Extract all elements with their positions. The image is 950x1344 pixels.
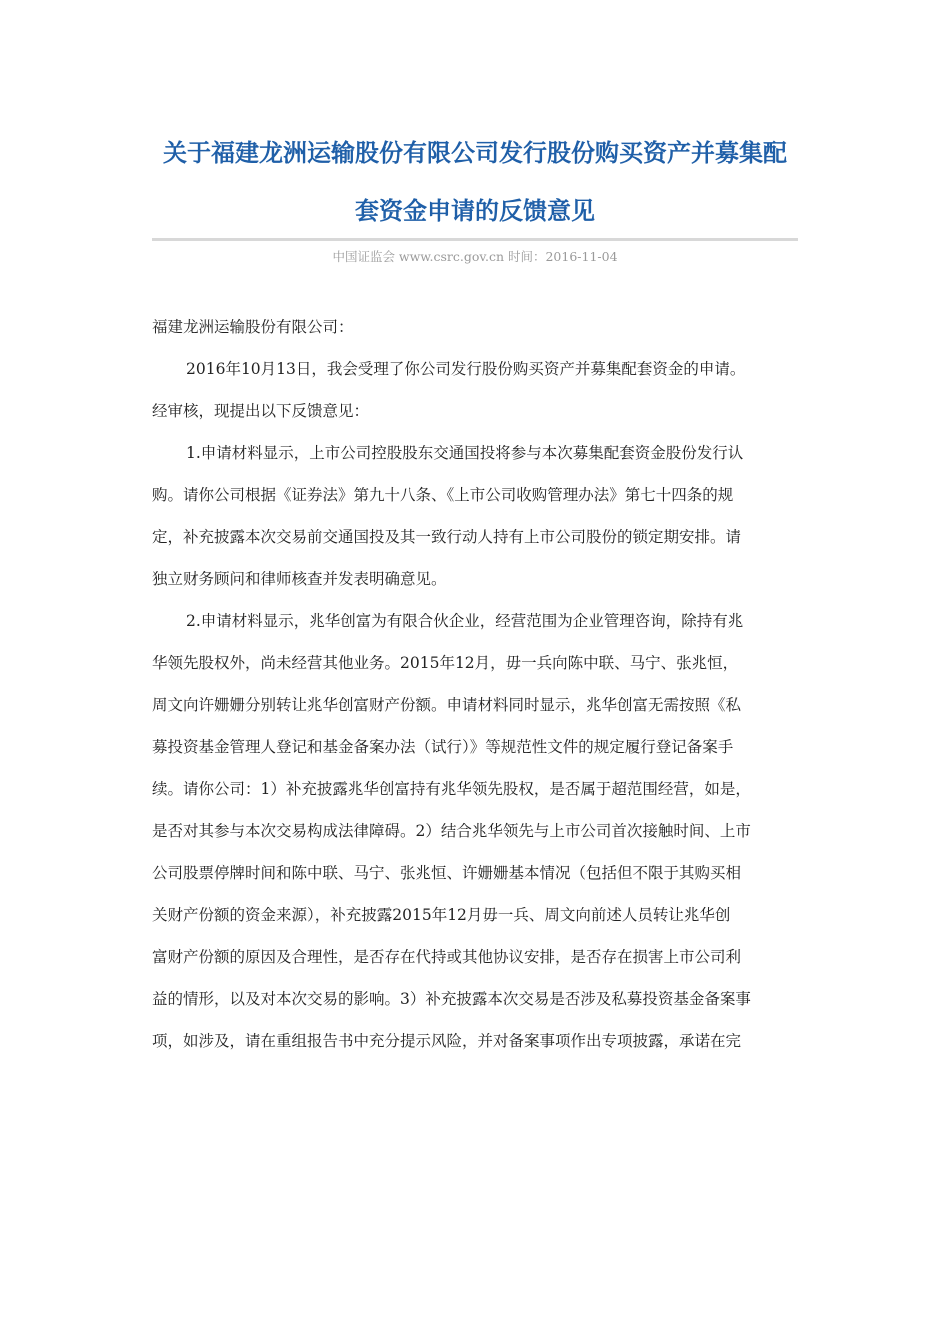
salutation [152, 306, 800, 348]
paragraph-line: 华领先股权外，尚未经营其他业务。2015年12月，毋一兵向陈中联、马宁、张兆恒， [152, 654, 739, 672]
paragraph-item-1 [152, 432, 800, 600]
paragraph-line: 经审核，现提出以下反馈意见： [152, 402, 370, 420]
paragraph-item-2 [152, 600, 800, 1062]
paragraph-line: 独立财务顾问和律师核查并发表明确意见。 [152, 570, 447, 588]
paragraph-line: 关财产份额的资金来源），补充披露2015年12月毋一兵、周文向前述人员转让兆华创 [152, 906, 731, 924]
paragraph-line: 周文向许姗姗分别转让兆华创富财产份额。申请材料同时显示，兆华创富无需按照《私 [152, 696, 742, 714]
document-body [152, 306, 800, 1062]
paragraph-line: 富财产份额的原因及合理性，是否存在代持或其他协议安排，是否存在损害上市公司利 [152, 948, 742, 966]
paragraph-line: 是否对其参与本次交易构成法律障碍。2）结合兆华领先与上市公司首次接触时间、上市 [152, 822, 751, 840]
paragraph-line: 续。请你公司：1）补充披露兆华创富持有兆华领先股权，是否属于超范围经营，如是， [152, 780, 751, 798]
salutation-line: 福建龙洲运输股份有限公司： [152, 318, 354, 336]
title-line-2: 套资金申请的反馈意见 [355, 197, 595, 225]
paragraph-line: 2.申请材料显示，兆华创富为有限合伙企业，经营范围为企业管理咨询，除持有兆 [186, 612, 744, 630]
paragraph-line: 1.申请材料显示，上市公司控股股东交通国投将参与本次募集配套资金股份发行认 [186, 444, 744, 462]
paragraph-line: 益的情形，以及对本次交易的影响。3）补充披露本次交易是否涉及私募投资基金备案事 [152, 990, 751, 1008]
paragraph-line: 2016年10月13日，我会受理了你公司发行股份购买资产并募集配套资金的申请。 [186, 360, 746, 378]
paragraph-line: 项，如涉及，请在重组报告书中充分提示风险，并对备案事项作出专项披露，承诺在完 [152, 1032, 742, 1050]
title-divider [152, 238, 798, 241]
document-title [150, 124, 800, 240]
paragraph-intro [152, 348, 800, 432]
title-line-1: 关于福建龙洲运输股份有限公司发行股份购买资产并募集配 [163, 139, 787, 167]
paragraph-line: 定，补充披露本次交易前交通国投及其一致行动人持有上市公司股份的锁定期安排。请 [152, 528, 742, 546]
paragraph-line: 募投资基金管理人登记和基金备案办法（试行）》等规范性文件的规定履行登记备案手 [152, 738, 734, 756]
paragraph-line: 公司股票停牌时间和陈中联、马宁、张兆恒、许姗姗基本情况（包括但不限于其购买相 [152, 864, 742, 882]
source-meta: 中国证监会 www.csrc.gov.cn 时间：2016-11-04 [332, 249, 618, 264]
paragraph-line: 购。请你公司根据《证券法》第九十八条、《上市公司收购管理办法》第七十四条的规 [152, 486, 734, 504]
